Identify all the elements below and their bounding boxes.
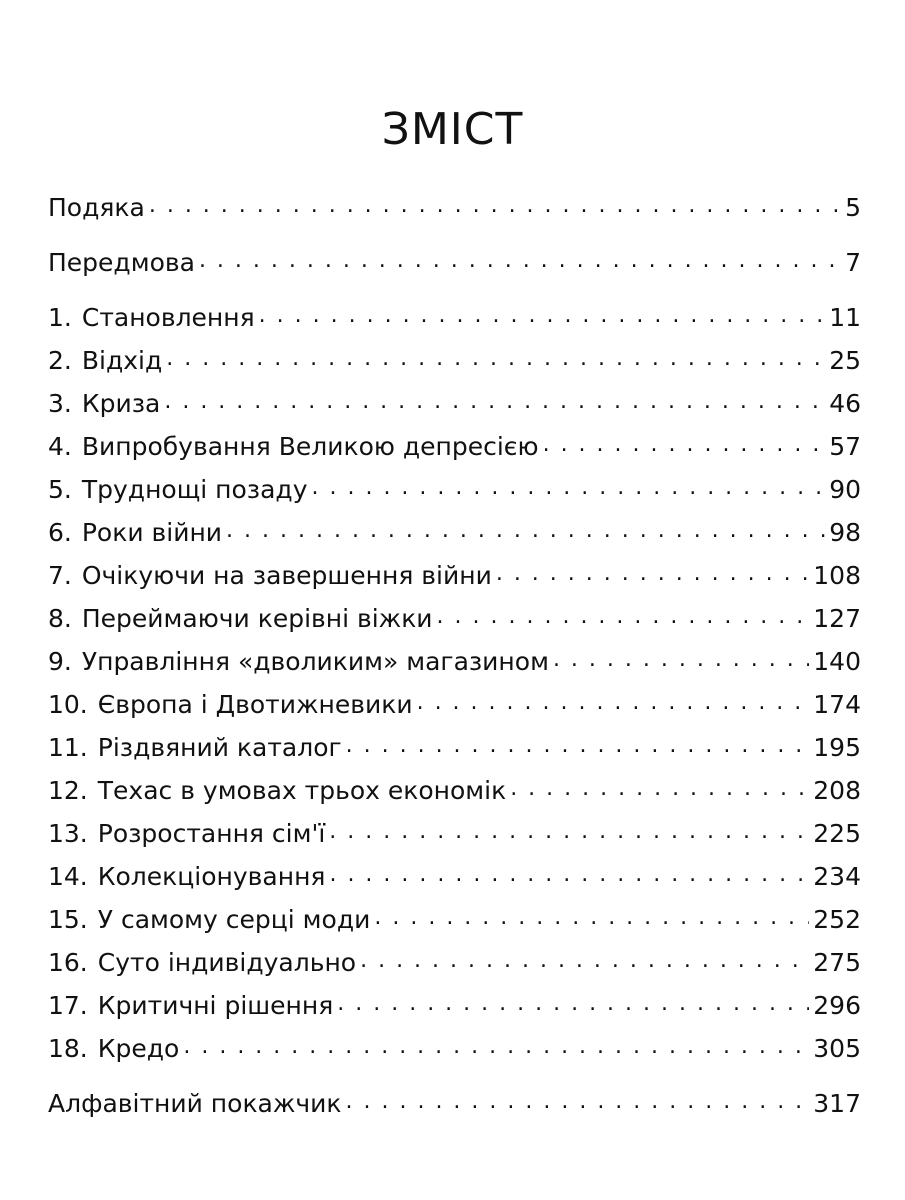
toc-entry-chapter	[48, 984, 861, 1027]
toc-entry-chapter	[48, 597, 861, 640]
entry-title: Суто індивідуально	[97, 948, 357, 977]
dot-leader	[329, 851, 809, 896]
toc-entry-chapter	[48, 812, 861, 855]
toc-entry-chapter	[48, 296, 861, 339]
page-title: ЗМІСТ	[381, 104, 524, 155]
dot-leader	[149, 182, 841, 227]
entry-title: Колекціонування	[97, 862, 326, 891]
dot-leader	[417, 679, 810, 724]
entry-title: Роки війни	[81, 518, 223, 547]
chapter-number: 5.	[48, 475, 72, 504]
dot-leader	[183, 1023, 809, 1068]
dot-leader	[496, 550, 809, 595]
toc-entry-chapter	[48, 769, 861, 812]
entry-page-number: 234	[813, 862, 861, 891]
dot-leader	[346, 1078, 810, 1123]
entry-title: У самому серці моди	[97, 905, 371, 934]
toc-entry-chapter	[48, 468, 861, 511]
entry-page-number: 296	[813, 991, 861, 1020]
chapter-number: 15.	[48, 905, 88, 934]
chapter-number: 17.	[48, 991, 88, 1020]
toc-entry-chapter	[48, 425, 861, 468]
chapter-number: 6.	[48, 518, 72, 547]
toc-entry-chapter	[48, 855, 861, 898]
chapter-number: 2.	[48, 346, 72, 375]
dot-leader	[259, 292, 826, 337]
toc-entry-chapter	[48, 898, 861, 941]
dot-leader	[374, 894, 809, 939]
entry-title: Криза	[81, 389, 161, 418]
toc-entry-acknowledgements	[48, 186, 861, 229]
dot-leader	[360, 937, 809, 982]
toc-entry-chapter	[48, 640, 861, 683]
toc-entry-chapter	[48, 726, 861, 769]
entry-title: Відхід	[81, 346, 163, 375]
dot-leader	[553, 636, 809, 681]
chapter-number: 8.	[48, 604, 72, 633]
toc-entry-chapter	[48, 941, 861, 984]
dot-leader	[312, 464, 826, 509]
toc-entry-chapter	[48, 683, 861, 726]
entry-title: Кредо	[97, 1034, 180, 1063]
entry-title: Становлення	[81, 303, 255, 332]
entry-page-number: 174	[813, 690, 861, 719]
toc-entry-chapter	[48, 339, 861, 382]
entry-page-number: 305	[813, 1034, 861, 1063]
entry-title: Критичні рішення	[97, 991, 334, 1020]
entry-title: Передмова	[48, 248, 195, 277]
entry-title: Подяка	[48, 193, 145, 222]
dot-leader	[346, 722, 810, 767]
chapter-number: 12.	[48, 776, 88, 805]
dot-leader	[437, 593, 810, 638]
entry-page-number: 317	[813, 1089, 861, 1118]
entry-title: Очікуючи на завершення війни	[81, 561, 492, 590]
entry-page-number: 98	[829, 518, 861, 547]
chapter-number: 3.	[48, 389, 72, 418]
entry-page-number: 195	[813, 733, 861, 762]
entry-title: Європа і Двотижневики	[97, 690, 413, 719]
chapter-number: 9.	[48, 647, 72, 676]
entry-page-number: 90	[829, 475, 861, 504]
entry-page-number: 108	[813, 561, 861, 590]
entry-page-number: 7	[845, 248, 861, 277]
entry-page-number: 208	[813, 776, 861, 805]
chapter-number: 7.	[48, 561, 72, 590]
dot-leader	[329, 808, 809, 853]
dot-leader	[510, 765, 809, 810]
entry-title: Випробування Великою депресією	[81, 432, 539, 461]
chapter-number: 14.	[48, 862, 88, 891]
toc-entry-index	[48, 1082, 861, 1125]
entry-page-number: 225	[813, 819, 861, 848]
entry-page-number: 46	[829, 389, 861, 418]
entry-page-number: 25	[829, 346, 861, 375]
entry-title: Різдвяний каталог	[97, 733, 342, 762]
chapter-number: 4.	[48, 432, 72, 461]
toc-entry-chapter	[48, 554, 861, 597]
chapter-number: 18.	[48, 1034, 88, 1063]
dot-leader	[199, 237, 841, 282]
toc-entry-chapter	[48, 511, 861, 554]
entry-page-number: 5	[845, 193, 861, 222]
table-of-contents	[48, 186, 861, 1125]
chapter-number: 1.	[48, 303, 72, 332]
entry-title: Переймаючи керівні віжки	[81, 604, 433, 633]
entry-page-number: 11	[829, 303, 861, 332]
dot-leader	[164, 378, 825, 423]
chapter-number: 10.	[48, 690, 88, 719]
chapter-number: 16.	[48, 948, 88, 977]
chapter-number: 11.	[48, 733, 88, 762]
entry-page-number: 127	[813, 604, 861, 633]
entry-title: Техас в умовах трьох економік	[97, 776, 507, 805]
toc-entry-chapter	[48, 382, 861, 425]
dot-leader	[543, 421, 826, 466]
entry-page-number: 252	[813, 905, 861, 934]
dot-leader	[166, 335, 825, 380]
dot-leader	[337, 980, 809, 1025]
toc-entry-chapter	[48, 1027, 861, 1070]
toc-entry-preface	[48, 241, 861, 284]
entry-title: Труднощі позаду	[81, 475, 308, 504]
entry-page-number: 57	[829, 432, 861, 461]
dot-leader	[226, 507, 825, 552]
entry-title: Розростання сім'ї	[97, 819, 326, 848]
entry-page-number: 275	[813, 948, 861, 977]
entry-title: Алфавітний покажчик	[48, 1089, 342, 1118]
entry-title: Управління «дволиким» магазином	[81, 647, 549, 676]
entry-page-number: 140	[813, 647, 861, 676]
chapter-number: 13.	[48, 819, 88, 848]
